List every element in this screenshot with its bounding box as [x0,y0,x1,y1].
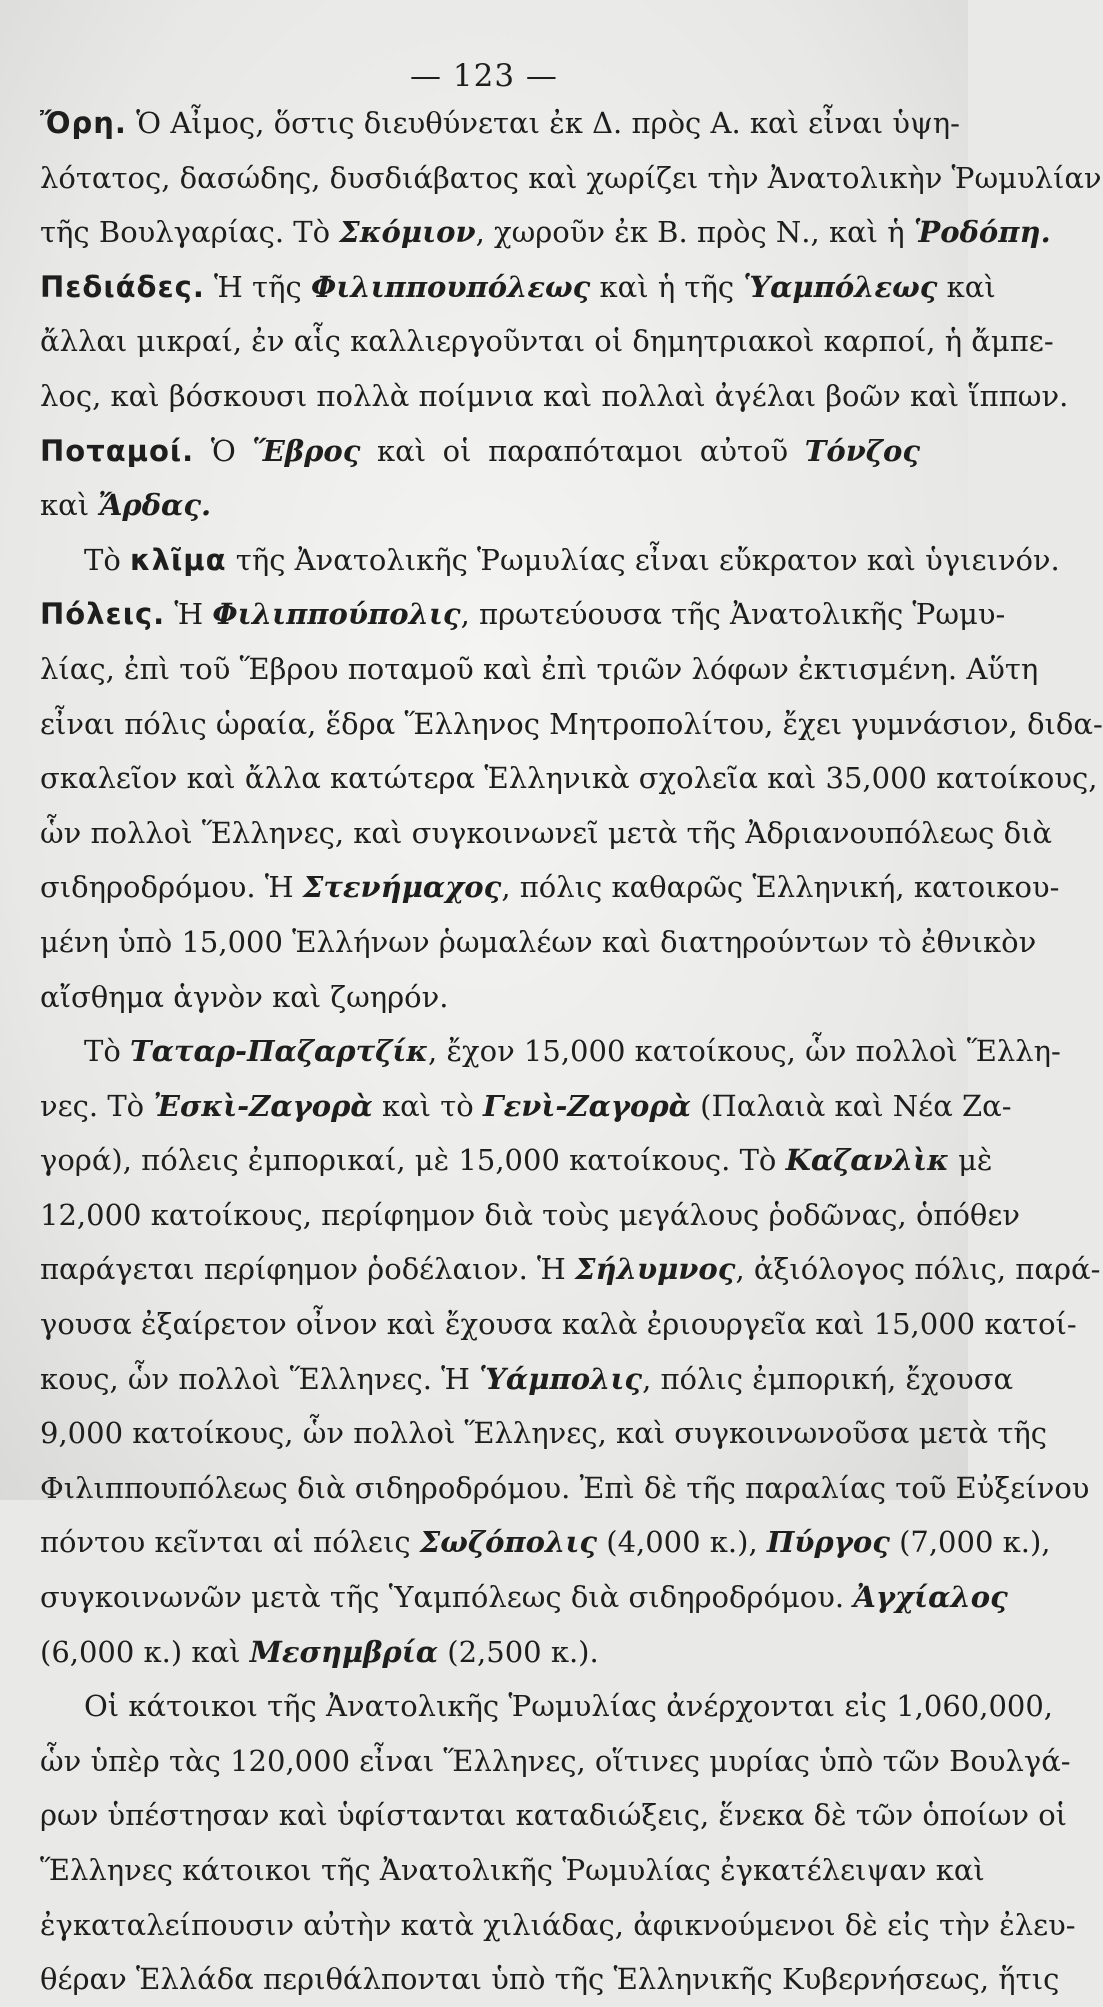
text-line [40,751,1098,806]
text-line [40,860,1060,915]
text-line [40,1952,1060,2007]
text-line [40,1352,1014,1407]
text-segment: πόντου κεῖνται αἱ πόλεις [40,1525,420,1560]
text-segment: νες. Τὸ [40,1088,154,1123]
text-segment: καὶ τὸ [372,1088,483,1123]
text-segment: ἄλλαι μικραί, ἐν αἷς καλλιεργοῦνται οἱ δημητριακοὶ καρποί, ἡ ἄμπε- [40,324,1054,359]
place-name: Στενήμαχος [302,870,502,905]
text-body [40,96,1103,2007]
text-line [40,1898,1076,1953]
text-segment: λότατος, δασώδης, δυσδιάβατος καὶ χωρίζει τὴν Ἀνατολικὴν Ῥωμυλίαν [40,160,1102,195]
place-name: Σωζόπολις [419,1525,598,1560]
place-name: Ἕβρος [252,433,361,468]
text-segment: 9,000 κατοίκους, ὧν πολλοὶ Ἕλληνες, καὶ συγκοινωνοῦσα μετὰ τῆς [40,1416,1047,1451]
text-segment: ὧν πολλοὶ Ἕλληνες, καὶ συγκοινωνεῖ μετὰ τῆς Ἀδριανουπόλεως διὰ [40,815,1052,850]
place-name: Μεσημβρία [249,1634,439,1669]
text-segment: αἴσθημα ἁγνὸν καὶ ζωηρόν. [40,979,449,1014]
text-line [40,1133,993,1188]
text-line [40,1297,1077,1352]
text-line [40,1242,1101,1297]
text-segment: λίας, ἐπὶ τοῦ Ἕβρου ποταμοῦ καὶ ἐπὶ τριῶν λόφων ἐκτισμένη. Αὕτη [40,651,1039,686]
text-segment: (6,000 κ.) καὶ [40,1634,250,1669]
text-segment: Ἡ [165,597,213,632]
text-segment: , πόλις ἐμπορική, ἔχουσα [642,1361,1014,1396]
text-line [40,970,920,1025]
section-heading: Πεδιάδες. [40,269,205,304]
place-name: Γενὶ-Ζαγορὰ [482,1088,691,1123]
text-segment: ρων ὑπέστησαν καὶ ὑφίστανται καταδιώξεις, ἕνεκα δὲ τῶν ὁποίων οἱ [40,1798,1068,1833]
text-segment: γορά), πόλεις ἐμπορικαί, μὲ 15,000 κατοίκους. Τὸ [40,1143,786,1178]
text-segment: καὶ [937,269,996,304]
text-segment: λος, καὶ βόσκουσι πολλὰ ποίμνια καὶ πολλαὶ ἀγέλαι βοῶν καὶ ἵππων. [40,378,1069,413]
text-line [40,1406,1047,1461]
place-name: Ταταρ-Παζαρτζίκ [130,1034,429,1069]
text-segment: γουσα ἐξαίρετον οἶνον καὶ ἔχουσα καλὰ ἐριουργεῖα καὶ 15,000 κατοί- [40,1307,1077,1342]
text-segment: , ἔχον 15,000 κατοίκους, ὧν πολλοὶ Ἕλλη- [428,1034,1061,1069]
text-line [40,1079,1012,1134]
text-line [40,1843,985,1898]
text-segment: , πόλις καθαρῶς Ἑλληνική, κατοικου- [501,870,1060,905]
text-line [40,1679,1054,1734]
text-line [40,424,920,479]
section-heading: Ποταμοί. [40,433,195,468]
place-name: Πύργος [766,1525,890,1560]
text-segment: θέραν Ἑλλάδα περιθάλπονται ὑπὸ τῆς Ἑλληνικῆς Κυβερνήσεως, ἥτις [40,1962,1060,1997]
text-segment: 12,000 κατοίκους, περίφημον διὰ τοὺς μεγάλους ῥοδῶνας, ὁπόθεν [40,1197,1021,1232]
text-line [40,1625,920,1680]
text-segment: μὲ [948,1143,993,1178]
place-name: Ἐσκὶ-Ζαγορὰ [153,1088,373,1123]
text-segment: (7,000 κ.), [889,1525,1051,1560]
place-name: Φιλιππούπολις [212,597,461,632]
text-line [40,1515,1051,1570]
text-line [40,96,960,151]
place-name: Ὑάμπολις [479,1361,643,1396]
text-line [40,369,1069,424]
text-segment: (Παλαιὰ καὶ Νέα Ζα- [690,1088,1012,1123]
place-name: Σκόμιον [339,215,476,250]
text-line [40,205,1051,260]
text-line [40,587,1006,642]
text-segment: τῆς Ἀνατολικῆς Ῥωμυλίας εἶναι εὔκρατον καὶ ὑγιεινόν. [226,542,1060,577]
text-segment: σκαλεῖον καὶ ἄλλα κατώτερα Ἑλληνικὰ σχολεῖα καὶ 35,000 κατοίκους, [40,761,1098,796]
section-heading: Πόλεις. [40,597,166,632]
text-segment: , ἀξιόλογος πόλις, παρά- [735,1252,1101,1287]
text-line [40,697,1103,752]
place-name: Ὑαμπόλεως [743,269,938,304]
text-line [40,915,1037,970]
text-segment: , χωροῦν ἐκ Β. πρὸς Ν., καὶ ἡ [475,215,914,250]
text-segment: Φιλιππουπόλεως διὰ σιδηροδρόμου. Ἐπὶ δὲ τῆς παραλίας τοῦ Εὐξείνου [40,1470,1090,1505]
text-segment: (2,500 κ.). [438,1634,599,1669]
text-segment: ὧν ὑπὲρ τὰς 120,000 εἶναι Ἕλληνες, οἵτινες μυρίας ὑπὸ τῶν Βουλγά- [40,1743,1071,1778]
text-segment: (4,000 κ.), [597,1525,767,1560]
text-line [40,806,1052,861]
text-segment: μένη ὑπὸ 15,000 Ἑλλήνων ῥωμαλέων καὶ διατηρούντων τὸ ἐθνικὸν [40,924,1037,959]
text-line [40,1788,1068,1843]
text-segment: κους, ὧν πολλοὶ Ἕλληνες. Ἡ [40,1361,480,1396]
text-segment: ἐγκαταλείπουσιν αὐτὴν κατὰ χιλιάδας, ἀφικνούμενοι δὲ εἰς τὴν ἐλευ- [40,1907,1076,1942]
page-number: — 123 — [410,58,558,94]
place-name: Φιλιππουπόλεως [310,269,591,304]
section-heading: Ὄρη. [40,106,127,140]
text-line [40,314,1054,369]
text-segment: , πρωτεύουσα τῆς Ἀνατολικῆς Ῥωμυ- [460,597,1006,632]
section-heading: κλῖμα [130,542,227,577]
text-line [40,151,1102,206]
text-segment: Αἶμος [170,106,256,140]
text-segment: καὶ ἡ τῆς [590,269,744,304]
text-segment: καὶ οἱ παραπόταμοι αὐτοῦ [360,433,805,468]
text-line [40,260,996,315]
text-segment: Τὸ [84,1034,131,1069]
text-segment: Ἕλληνες κάτοικοι τῆς Ἀνατολικῆς Ῥωμυλίας ἐγκατέλειψαν καὶ [40,1853,985,1887]
text-segment: Ὁ [126,106,171,140]
text-line [40,1570,1008,1625]
text-segment: , ὅστις διευθύνεται ἐκ Δ. πρὸς Α. καὶ εἶναι ὑψη- [255,106,960,140]
text-segment: σιδηροδρόμου. Ἡ [40,870,303,905]
place-name: Ῥοδόπη. [913,215,1051,250]
text-segment: εἶναι πόλις ὡραία, ἕδρα Ἕλληνος Μητροπολίτου, ἔχει γυμνάσιον, διδα- [40,706,1103,741]
text-line [40,533,1060,588]
place-name: Τόνζος [804,433,920,468]
text-segment: Ὁ [194,433,253,468]
text-line [40,478,920,533]
text-segment: Τὸ [84,542,131,577]
text-segment: τῆς Βουλγαρίας. Τὸ [40,215,340,250]
text-segment: καὶ [40,488,99,523]
place-name: Ἄρδας. [98,488,212,523]
text-segment: παράγεται περίφημον ῥοδέλαιον. Ἡ [40,1252,576,1287]
text-line [40,1461,1090,1516]
text-line [40,1024,1061,1079]
place-name: Σήλυμνος [575,1252,736,1287]
text-segment: Οἱ κάτοικοι τῆς Ἀνατολικῆς Ῥωμυλίας ἀνέρχονται εἰς 1,060,000, [84,1689,1054,1724]
text-line [40,1734,1071,1789]
place-name: Καζανλὶκ [785,1143,949,1178]
place-name: Ἀγχίαλος [853,1580,1008,1615]
text-line [40,1188,1021,1243]
text-segment: Ἡ τῆς [204,269,311,304]
text-segment: συγκοινωνῶν μετὰ τῆς Ὑαμπόλεως διὰ σιδηροδρόμου. [40,1580,854,1615]
text-line [40,642,1039,697]
